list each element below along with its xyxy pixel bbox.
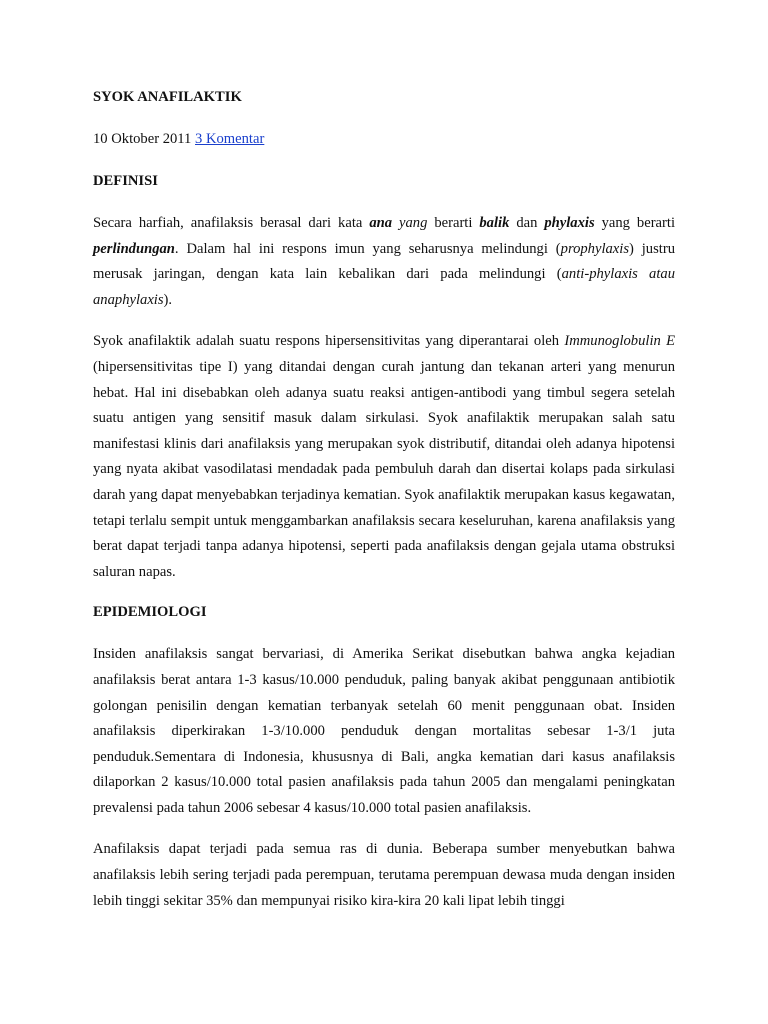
post-date: 10 Oktober 2011	[93, 131, 192, 147]
term-immunoglobulin-e: Immunoglobulin E	[564, 333, 675, 350]
document-title: SYOK ANAFILAKTIK	[93, 89, 242, 105]
term-phylaxis: phylaxis	[544, 215, 595, 231]
term-perlindungan: perlindungan	[93, 240, 175, 257]
section-heading-epidemiologi: EPIDEMIOLOGI	[93, 604, 207, 621]
term-balik: balik	[479, 215, 510, 231]
post-meta	[93, 128, 675, 150]
comments-link[interactable]: 3 Komentar	[195, 131, 265, 147]
paragraph-syok-anafilaktik: Syok anafilaktik adalah suatu respons hipersensitivitas yang diperantarai oleh Immunoglobulin E (hipersensitivitas tipe I) yang ditandai dengan curah jantung dan tekanan arteri yang menurun hebat. Hal ini disebabkan oleh adanya suatu reaksi antigen-antibodi yang timbul segera setelah suatu antigen yang sensitif masuk dalam sirkulasi. Syok anafilaktik merupakan salah satu manifestasi klinis dari anafilaksis yang merupakan syok distributif, ditandai oleh adanya hipotensi yang nyata akibat vasodilatasi mendadak pada pembuluh darah dan disertai kolaps pada sirkulasi darah yang dapat menyebabkan terjadinya kematian. Syok anafilaktik merupakan kasus kegawatan, tetapi terlalu sempit untuk menggambarkan anafilaksis secara keseluruhan, karena anafilaksis yang berat dapat terjadi tanpa adanya hipotensi, seperti pada anafilaksis dengan gejala utama obstruksi saluran napas.	[93, 333, 675, 580]
paragraph-epidemiologi-1: Insiden anafilaksis sangat bervariasi, di Amerika Serikat disebutkan bahwa angka kejadian anafilaksis berat antara 1-3 kasus/10.000 penduduk, paling banyak akibat penggunaan antibiotik golongan penisilin dengan kematian terbanyak setelah 60 menit penggunaan obat. Insiden anafilaksis diperkirakan 1-3/10.000 penduduk dengan mortalitas sebesar 1-3/1 juta penduduk.Sementara di Indonesia, khususnya di Bali, angka kematian dari kasus anafilaksis dilaporkan 2 kasus/10.000 total pasien anafilaksis pada tahun 2005 dan mengalami peningkatan prevalensi pada tahun 2006 sebesar 4 kasus/10.000 total pasien anafilaksis.	[93, 646, 675, 816]
paragraph-epidemiologi-2: Anafilaksis dapat terjadi pada semua ras di dunia. Beberapa sumber menyebutkan bahwa anafilaksis lebih sering terjadi pada perempuan, terutama perempuan dewasa muda dengan insiden lebih tinggi sekitar 35% dan mempunyai risiko kira-kira 20 kali lipat lebih tinggi	[93, 841, 675, 909]
document-page	[93, 86, 675, 914]
term-yang: yang	[399, 215, 428, 231]
section-heading-definisi: DEFINISI	[93, 173, 158, 189]
term-anti-phylaxis: anti-phylaxis atau anaphylaxis	[93, 266, 675, 308]
term-prophylaxis: prophylaxis	[560, 240, 630, 257]
paragraph-definisi: Secara harfiah, anafilaksis berasal dari kata ana yang berarti balik dan phylaxis yang berarti perlindungan. Dalam hal ini respons imun yang seharusnya melindungi (prophylaxis) justru merusak jaringan, dengan kata lain kebalikan dari pada melindungi (anti-phylaxis atau anaphylaxis).	[93, 215, 675, 308]
term-ana: ana	[369, 215, 393, 231]
